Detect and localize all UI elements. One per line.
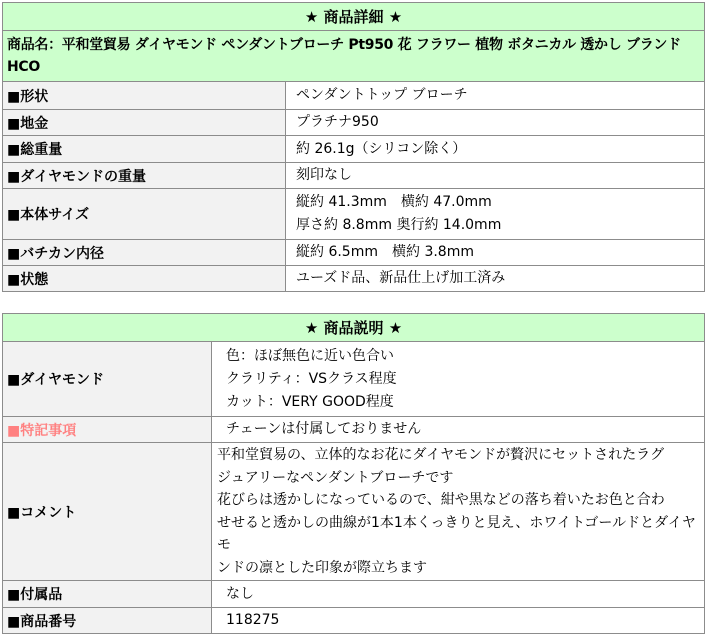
diamond-weight-value: 刻印なし bbox=[286, 163, 705, 189]
shape-label: ■形状 bbox=[3, 82, 286, 110]
body-size-value bbox=[286, 189, 705, 240]
product-name: 商品名：平和堂貿易 ダイヤモンド ペンダントブローチ Pt950 花 フラワー 植物 ボタニカル 透かし ブランド HCO bbox=[3, 31, 705, 82]
accessories-value: なし bbox=[212, 581, 705, 608]
shape-value: ペンダントトップ ブローチ bbox=[286, 82, 705, 110]
total-weight-label: ■総重量 bbox=[3, 136, 286, 163]
metal-value: プラチナ950 bbox=[286, 110, 705, 136]
product-details-table bbox=[2, 2, 705, 292]
product-description-table bbox=[2, 313, 705, 634]
metal-label: ■地金 bbox=[3, 110, 286, 136]
condition-label: ■状態 bbox=[3, 266, 286, 292]
accessories-label: ■付属品 bbox=[3, 581, 212, 608]
comment-line: ンドの凛とした印象が際立ちます bbox=[217, 559, 427, 576]
diamond-weight-label: ■ダイヤモンドの重量 bbox=[3, 163, 286, 189]
diamond-color: 色：ほぼ無色に近い色合い bbox=[226, 347, 394, 364]
condition-value: ユーズド品、新品仕上げ加工済み bbox=[286, 266, 705, 292]
diamond-clarity: クラリティ：VSクラス程度 bbox=[226, 370, 397, 387]
details-title: ★ 商品詳細 ★ bbox=[3, 3, 705, 31]
body-size-label: ■本体サイズ bbox=[3, 189, 286, 240]
product-number-value: 118275 bbox=[212, 608, 705, 634]
description-title: ★ 商品説明 ★ bbox=[3, 314, 705, 342]
diamond-value bbox=[212, 342, 705, 417]
comment-value bbox=[212, 443, 705, 581]
diamond-cut: カット：VERY GOOD程度 bbox=[226, 393, 394, 410]
comment-line: 花びらは透かしになっているので、紺や黒などの落ち着いたお色と合わ bbox=[217, 492, 665, 508]
comment-line: せせると透かしの曲線が1本1本くっきりと見え、ホワイトゴールドとダイヤモ bbox=[217, 514, 696, 553]
bail-size-label: ■バチカン内径 bbox=[3, 240, 286, 266]
total-weight-value: 約 26.1g（シリコン除く） bbox=[286, 136, 705, 163]
diamond-label: ■ダイヤモンド bbox=[3, 342, 212, 417]
body-size-line-1: 縦約 41.3mm 横約 47.0mm bbox=[296, 194, 492, 210]
comment-line: ジュアリーなペンダントブローチです bbox=[217, 469, 454, 486]
special-notes-label: ■特記事項 bbox=[3, 417, 212, 443]
body-size-line-2: 厚さ約 8.8mm 奥行約 14.0mm bbox=[296, 217, 502, 233]
comment-line: 平和堂貿易の、立体的なお花にダイヤモンドが贅沢にセットされたラグ bbox=[217, 447, 665, 463]
bail-size-value: 縦約 6.5mm 横約 3.8mm bbox=[286, 240, 705, 266]
comment-label: ■コメント bbox=[3, 443, 212, 581]
special-notes-value: チェーンは付属しておりません bbox=[212, 417, 705, 443]
product-number-label: ■商品番号 bbox=[3, 608, 212, 634]
